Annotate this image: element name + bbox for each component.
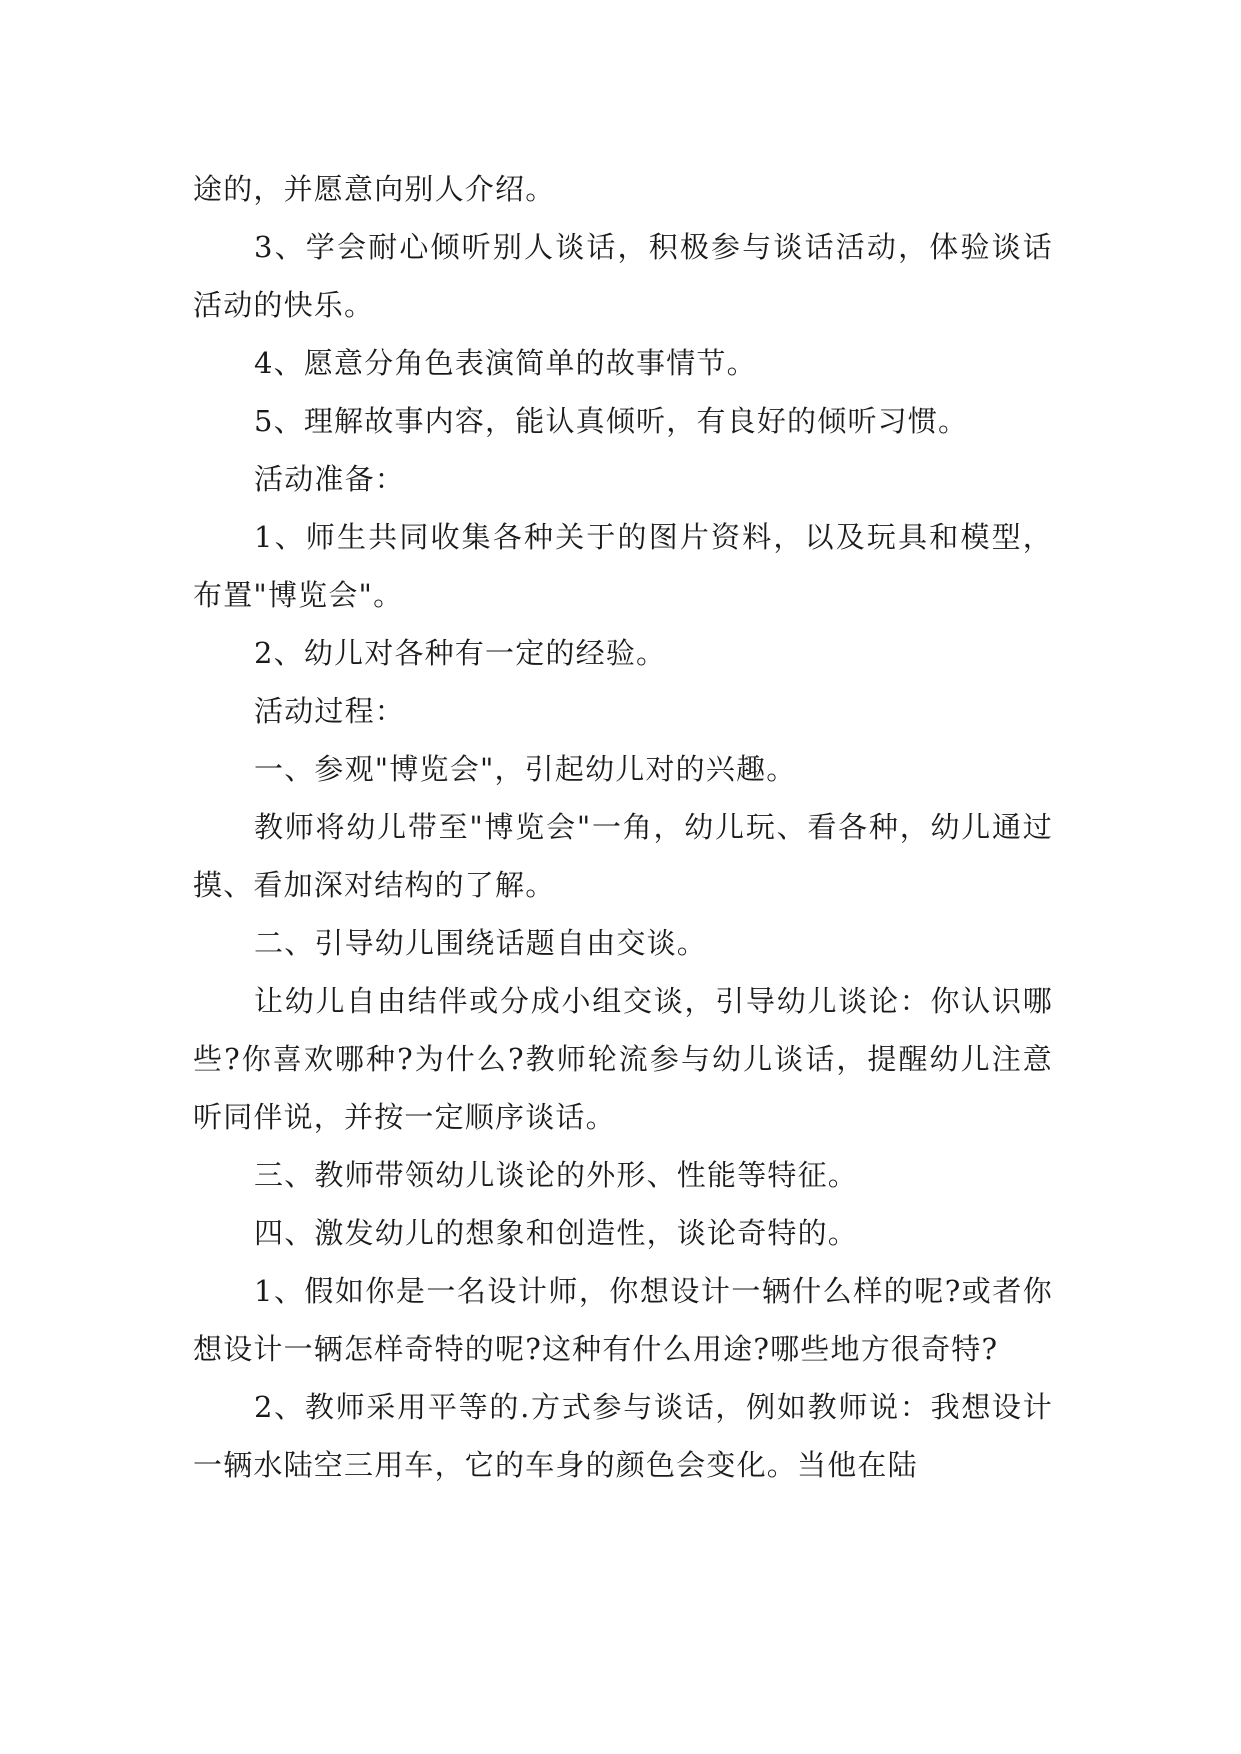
paragraph: 途的，并愿意向别人介绍。 — [193, 172, 556, 206]
paragraph: 二、引导幼儿围绕话题自由交谈。 — [254, 926, 708, 960]
paragraph: 1、假如你是一名设计师，你想设计一辆什么样的呢?或者你想设计一辆怎样奇特的呢?这种有什么用途?哪些地方很奇特? — [193, 1274, 1053, 1366]
paragraph: 三、教师带领幼儿谈论的外形、性能等特征。 — [254, 1158, 859, 1192]
paragraph: 一、参观"博览会"，引起幼儿对的兴趣。 — [254, 752, 797, 786]
document-page — [193, 160, 1053, 1494]
paragraph: 5、理解故事内容，能认真倾听，有良好的倾听习惯。 — [254, 404, 969, 438]
paragraph: 2、教师采用平等的.方式参与谈话，例如教师说：我想设计一辆水陆空三用车，它的车身的颜色会变化。当他在陆 — [193, 1390, 1053, 1482]
section-heading: 活动准备： — [254, 462, 406, 496]
paragraph: 4、愿意分角色表演简单的故事情节。 — [254, 346, 757, 380]
paragraph: 四、激发幼儿的想象和创造性，谈论奇特的。 — [254, 1216, 859, 1250]
paragraph: 2、幼儿对各种有一定的经验。 — [254, 636, 667, 670]
paragraph: 让幼儿自由结伴或分成小组交谈，引导幼儿谈论：你认识哪些?你喜欢哪种?为什么?教师轮流参与幼儿谈话，提醒幼儿注意听同伴说，并按一定顺序谈话。 — [193, 984, 1053, 1134]
section-heading: 活动过程： — [254, 694, 406, 728]
paragraph: 1、师生共同收集各种关于的图片资料，以及玩具和模型，布置"博览会"。 — [193, 520, 1053, 612]
paragraph: 3、学会耐心倾听别人谈话，积极参与谈话活动，体验谈话活动的快乐。 — [193, 230, 1053, 322]
paragraph: 教师将幼儿带至"博览会"一角，幼儿玩、看各种，幼儿通过摸、看加深对结构的了解。 — [193, 810, 1053, 902]
